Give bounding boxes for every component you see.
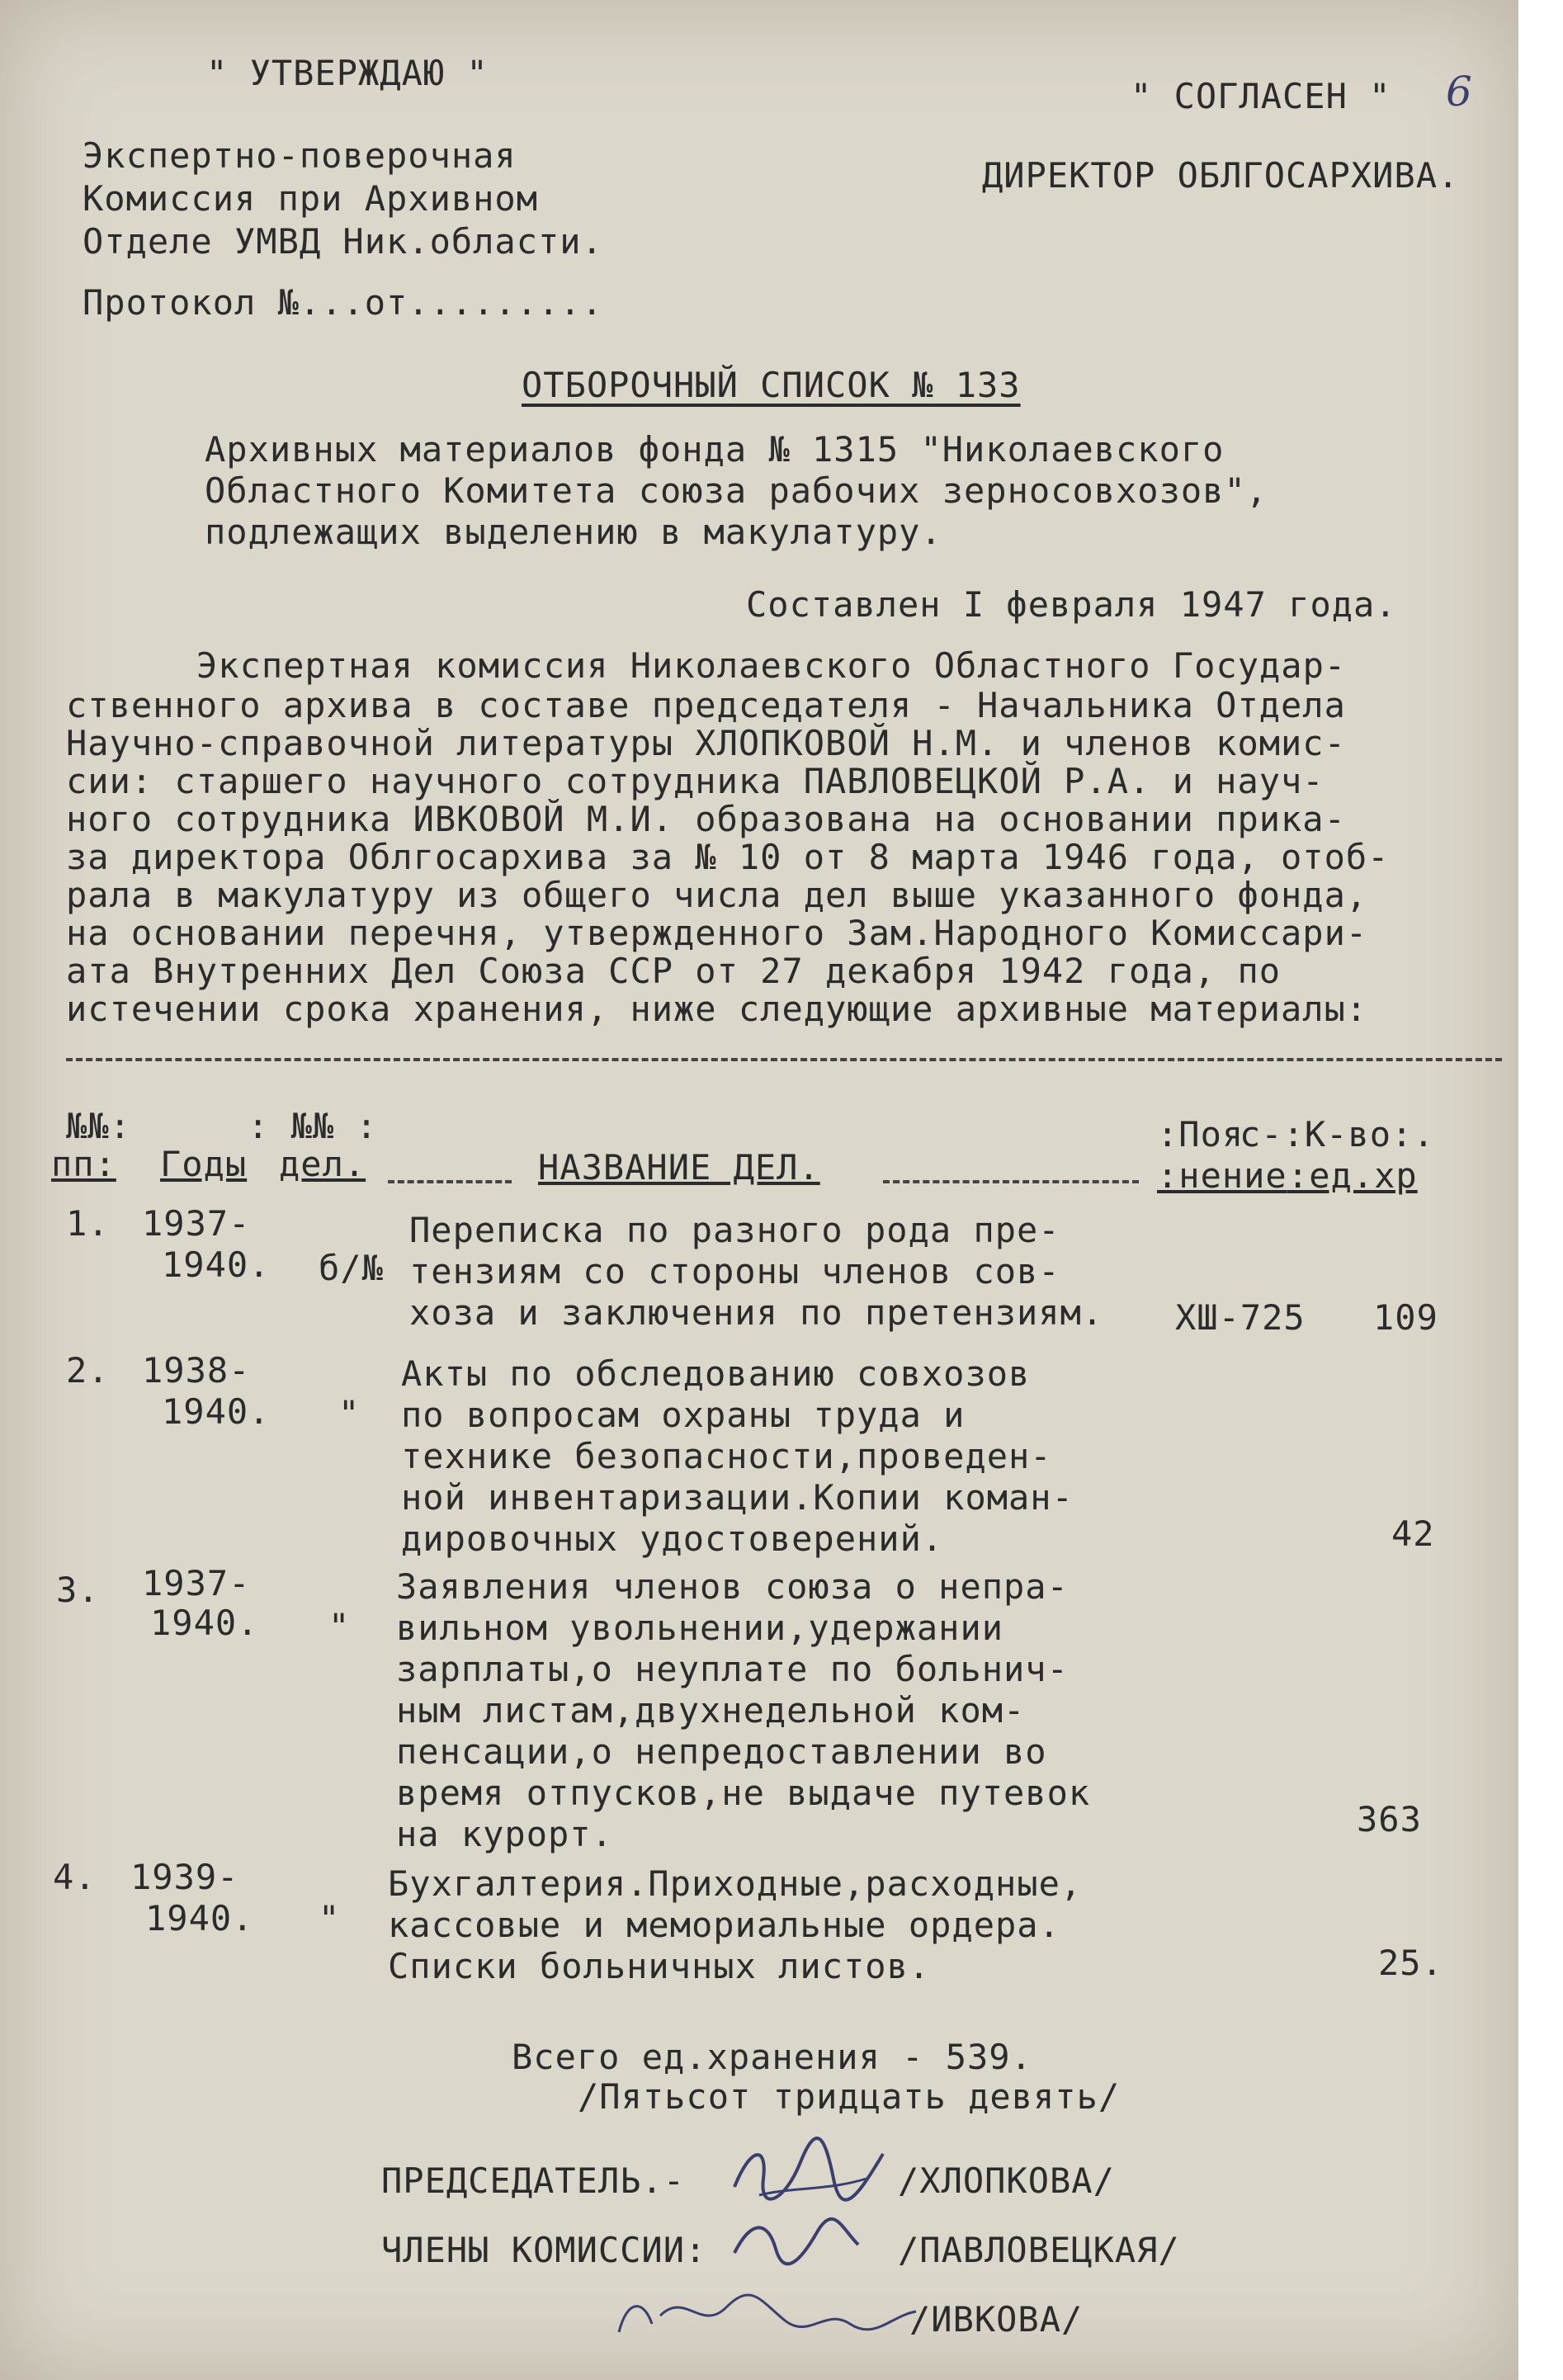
subtitle-line: Областного Комитета союза рабочих зерносовхозов", [205, 470, 1268, 511]
total-units: Всего ед.хранения - 539. [512, 2037, 1032, 2077]
body-line: Экспертная комиссия Николаевского Областного Государ- [196, 645, 1347, 686]
row-qty: 363 [1357, 1799, 1422, 1839]
row-title-line: время отпусков,не выдаче путевок [396, 1773, 1091, 1813]
member1-signature [726, 2212, 866, 2269]
row-title-line: пенсации,о непредоставлении во [396, 1731, 1047, 1772]
header-note-top: :Поя [1157, 1114, 1244, 1155]
header-name: НАЗВАНИЕ ДЕЛ. [538, 1147, 820, 1188]
header-note-bottom: :нение [1157, 1155, 1287, 1196]
row-title-line: вильном увольнении,удержании [396, 1608, 1004, 1648]
row-number: 2. [66, 1350, 110, 1391]
approve-line: Комиссия при Архивном [83, 178, 539, 219]
header-dash [883, 1180, 1139, 1183]
body-line: сии: старшего научного сотрудника ПАВЛОВЕЦКОЙ Р.А. и науч- [66, 761, 1325, 801]
table-separator [66, 1058, 1502, 1061]
row-years: 1939- [130, 1857, 239, 1897]
header-case-bottom: дел. [279, 1144, 366, 1184]
total-units-words: /Пятьсот тридцать девять/ [578, 2076, 1121, 2117]
agree-position: ДИРЕКТОР ОБЛГОСАРХИВА. [982, 155, 1460, 196]
row-title-line: хоза и заключения по претензиям. [409, 1292, 1104, 1333]
row-years: 1938- [142, 1350, 251, 1391]
row-number: 1. [66, 1203, 110, 1244]
body-line: рала в макулатуру из общего числа дел выше указанного фонда, [66, 875, 1368, 915]
row-years: 1940. [145, 1898, 254, 1938]
row-title-line: Заявления членов союза о непра- [396, 1566, 1069, 1607]
row-title-line: зарплаты,о неуплате по больнич- [396, 1649, 1069, 1689]
body-line: ного сотрудника ИВКОВОЙ М.И. образована на основании прика- [66, 799, 1346, 839]
subtitle-line: подлежащих выделению в макулатуру. [205, 512, 942, 552]
row-years: 1940. [162, 1391, 271, 1432]
row-number: 3. [56, 1570, 100, 1610]
body-line: на основании перечня, утвержденного Зам.Народного Комиссари- [66, 913, 1368, 953]
row-qty: 42 [1391, 1513, 1435, 1554]
member2-name: /ИВКОВА/ [909, 2299, 1084, 2340]
row-years: 1937- [142, 1203, 251, 1244]
page-number: 6 [1446, 68, 1472, 116]
header-case-top: : №№ : [248, 1106, 378, 1146]
agree-title: " СОГЛАСЕН " [1131, 76, 1391, 116]
body-line: ственного архива в составе председателя - Начальника Отдела [66, 685, 1346, 725]
header-num-bottom: пп: [51, 1144, 116, 1184]
row-title-line: Переписка по разного рода пре- [409, 1210, 1060, 1250]
header-qty-top: с-:К-во:. [1240, 1114, 1435, 1155]
member2-signature [611, 2274, 924, 2349]
header-num-top: №№: [66, 1106, 131, 1146]
approve-title: " УТВЕРЖДАЮ " [206, 53, 489, 93]
member1-name: /ПАВЛОВЕЦКАЯ/ [898, 2230, 1180, 2270]
approve-line: Экспертно-поверочная [83, 135, 517, 176]
header-years: Годы [160, 1144, 248, 1184]
chair-label: ПРЕДСЕДАТЕЛЬ.- [381, 2160, 686, 2201]
row-title-line: по вопросам охраны труда и [401, 1395, 966, 1435]
row-years: 1940. [162, 1244, 271, 1285]
row-title-line: тензиям со стороны членов сов- [409, 1251, 1060, 1292]
subtitle-line: Архивных материалов фонда № 1315 "Николаевского [205, 429, 1225, 470]
chair-signature [726, 2129, 900, 2220]
body-line: ата Внутренних Дел Союза ССР от 27 декабря 1942 года, по [66, 951, 1282, 991]
row-title-line: технике безопасности,проведен- [401, 1436, 1052, 1476]
protocol-line: Протокол №...от......... [83, 282, 603, 323]
body-line: за директора Облгосархива за № 10 от 8 марта 1946 года, отоб- [66, 837, 1390, 877]
header-dash [388, 1180, 512, 1183]
header-qty-bottom: :ед.хр [1287, 1155, 1418, 1196]
row-case: " [319, 1898, 341, 1938]
row-title-line: ной инвентаризации.Копии коман- [401, 1477, 1074, 1518]
row-case: б/№ [319, 1248, 384, 1288]
row-title-line: кассовые и мемориальные ордера. [388, 1905, 1060, 1945]
compiled-date: Составлен I февраля 1947 года. [746, 584, 1397, 625]
row-qty: 25. [1378, 1943, 1443, 1983]
row-title-line: Бухгалтерия.Приходные,расходные, [388, 1863, 1083, 1904]
row-title-line: дировочных удостоверений. [401, 1518, 944, 1559]
row-title-line: Списки больничных листов. [388, 1946, 931, 1986]
row-case: " [338, 1393, 361, 1433]
approve-line: Отделе УМВД Ник.области. [83, 221, 603, 262]
members-label: ЧЛЕНЫ КОМИССИИ: [381, 2230, 707, 2270]
row-case: " [328, 1606, 351, 1646]
row-years: 1940. [150, 1603, 259, 1643]
body-line: истечении срока хранения, ниже следующие архивные материалы: [66, 989, 1368, 1029]
body-line: Научно-справочной литературы ХЛОПКОВОЙ Н.М. и членов комис- [66, 723, 1346, 763]
row-note: ХШ-725 [1175, 1297, 1306, 1338]
document-title: ОТБОРОЧНЫЙ СПИСОК № 133 [522, 365, 1021, 405]
row-years: 1937- [142, 1563, 251, 1603]
row-title-line: Акты по обследованию совхозов [401, 1353, 1031, 1394]
chair-name: /ХЛОПКОВА/ [898, 2160, 1115, 2201]
row-title-line: на курорт. [396, 1814, 613, 1854]
row-number: 4. [53, 1857, 97, 1897]
row-title-line: ным листам,двухнедельной ком- [396, 1690, 1026, 1731]
row-qty: 109 [1373, 1297, 1438, 1338]
